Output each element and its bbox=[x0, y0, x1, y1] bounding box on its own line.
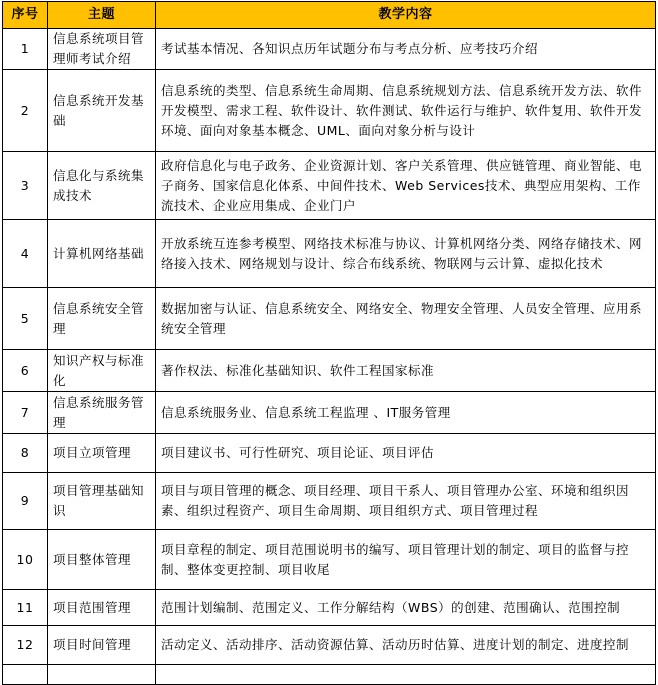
row-topic: 知识产权与标准化 bbox=[48, 350, 156, 392]
row-topic: 信息系统服务管理 bbox=[48, 392, 156, 434]
row-number: 12 bbox=[3, 626, 48, 665]
table-row bbox=[3, 350, 656, 392]
table-row bbox=[3, 665, 656, 685]
row-content: 项目建议书、可行性研究、项目论证、项目评估 bbox=[156, 434, 656, 473]
row-number: 9 bbox=[3, 473, 48, 530]
table-header-row bbox=[3, 2, 656, 29]
row-content bbox=[156, 665, 656, 685]
table-row bbox=[3, 70, 656, 152]
row-number bbox=[3, 665, 48, 685]
row-number: 8 bbox=[3, 434, 48, 473]
row-content: 数据加密与认证、信息系统安全、网络安全、物理安全管理、人员安全管理、应用系统安全管理 bbox=[156, 288, 656, 350]
row-number: 11 bbox=[3, 590, 48, 626]
row-number: 2 bbox=[3, 70, 48, 152]
header-content: 教学内容 bbox=[156, 2, 656, 29]
header-number: 序号 bbox=[3, 2, 48, 29]
row-topic: 信息化与系统集成技术 bbox=[48, 152, 156, 220]
row-number: 6 bbox=[3, 350, 48, 392]
header-topic: 主题 bbox=[48, 2, 156, 29]
row-topic bbox=[48, 665, 156, 685]
row-number: 1 bbox=[3, 29, 48, 70]
table-row bbox=[3, 626, 656, 665]
table-row bbox=[3, 590, 656, 626]
row-topic: 信息系统开发基础 bbox=[48, 70, 156, 152]
row-content: 考试基本情况、各知识点历年试题分布与考点分析、应考技巧介绍 bbox=[156, 29, 656, 70]
row-number: 3 bbox=[3, 152, 48, 220]
table-row bbox=[3, 434, 656, 473]
row-number: 4 bbox=[3, 220, 48, 288]
row-topic: 信息系统安全管理 bbox=[48, 288, 156, 350]
row-topic: 项目整体管理 bbox=[48, 530, 156, 590]
row-content: 范围计划编制、范围定义、工作分解结构（WBS）的创建、范围确认、范围控制 bbox=[156, 590, 656, 626]
row-content: 信息系统的类型、信息系统生命周期、信息系统规划方法、信息系统开发方法、软件开发模型、需求工程、软件设计、软件测试、软件运行与维护、软件复用、软件开发环境、面向对象基本概念、UML、面向对象分析与设计 bbox=[156, 70, 656, 152]
row-content: 政府信息化与电子政务、企业资源计划、客户关系管理、供应链管理、商业智能、电子商务、国家信息化体系、中间件技术、Web Services技术、典型应用架构、工作流技术、企业应用集成、企业门户 bbox=[156, 152, 656, 220]
table-row bbox=[3, 29, 656, 70]
row-topic: 项目立项管理 bbox=[48, 434, 156, 473]
table-row bbox=[3, 530, 656, 590]
row-content: 开放系统互连参考模型、网络技术标准与协议、计算机网络分类、网络存储技术、网络接入技术、网络规划与设计、综合布线系统、物联网与云计算、虚拟化技术 bbox=[156, 220, 656, 288]
table-row bbox=[3, 152, 656, 220]
row-number: 7 bbox=[3, 392, 48, 434]
table-row bbox=[3, 473, 656, 530]
row-topic: 信息系统项目管理师考试介绍 bbox=[48, 29, 156, 70]
row-number: 5 bbox=[3, 288, 48, 350]
row-content: 活动定义、活动排序、活动资源估算、活动历时估算、进度计划的制定、进度控制 bbox=[156, 626, 656, 665]
syllabus-table bbox=[2, 1, 656, 685]
table-row bbox=[3, 220, 656, 288]
row-content: 著作权法、标准化基础知识、软件工程国家标准 bbox=[156, 350, 656, 392]
row-content: 项目与项目管理的概念、项目经理、项目干系人、项目管理办公室、环境和组织因素、组织过程资产、项目生命周期、项目组织方式、项目管理过程 bbox=[156, 473, 656, 530]
row-topic: 项目时间管理 bbox=[48, 626, 156, 665]
table-body bbox=[3, 29, 656, 685]
row-topic: 项目管理基础知识 bbox=[48, 473, 156, 530]
row-content: 项目章程的制定、项目范围说明书的编写、项目管理计划的制定、项目的监督与控制、整体变更控制、项目收尾 bbox=[156, 530, 656, 590]
row-content: 信息系统服务业、信息系统工程监理 、IT服务管理 bbox=[156, 392, 656, 434]
row-number: 10 bbox=[3, 530, 48, 590]
table-row bbox=[3, 288, 656, 350]
table-row bbox=[3, 392, 656, 434]
row-topic: 计算机网络基础 bbox=[48, 220, 156, 288]
row-topic: 项目范围管理 bbox=[48, 590, 156, 626]
